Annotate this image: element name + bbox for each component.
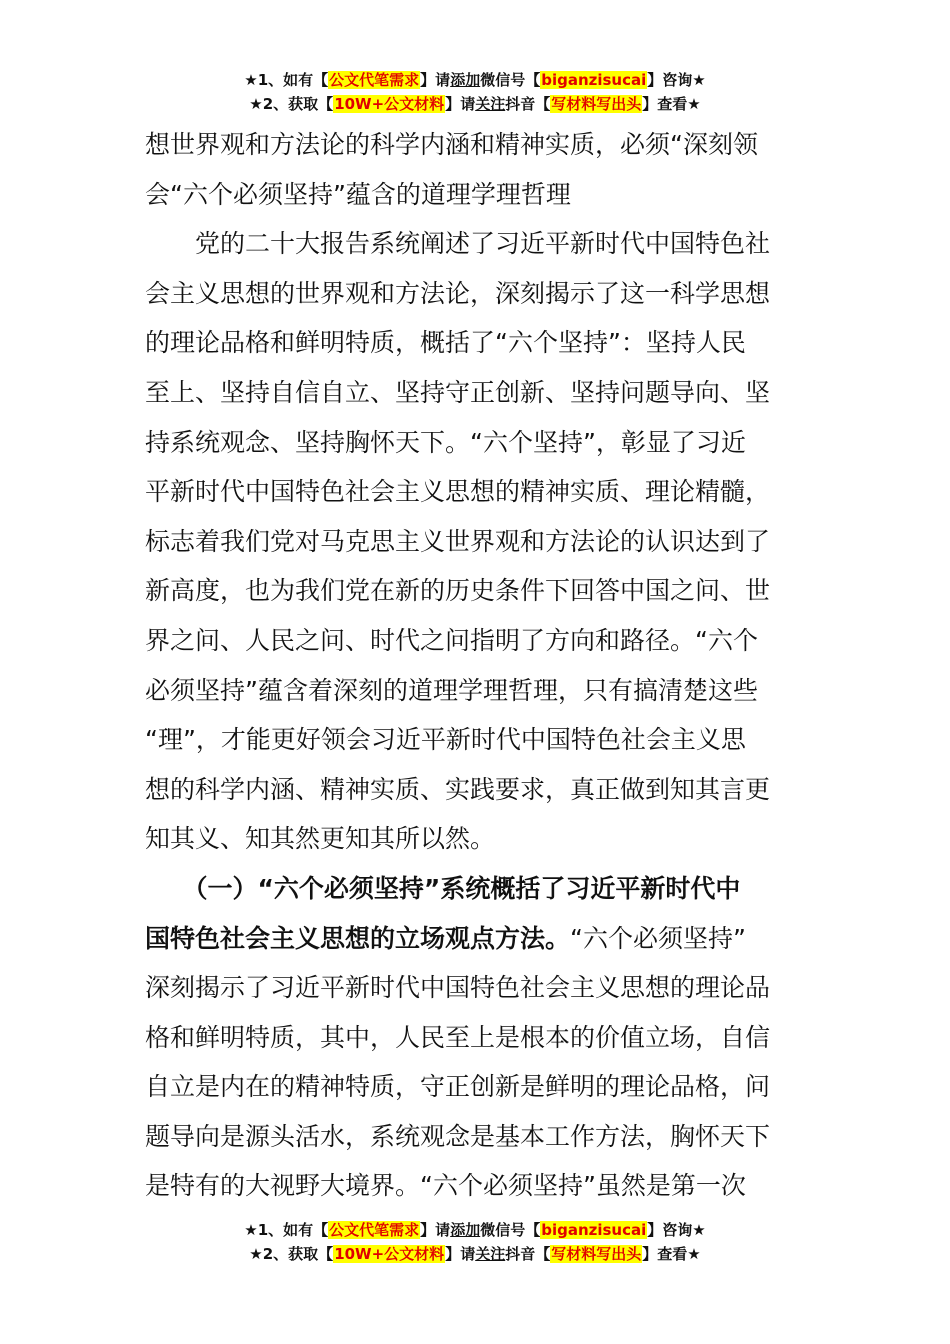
body-text-run: “六个必须坚持” <box>570 923 746 953</box>
banner-text: ★1、如有【 <box>244 1221 329 1239</box>
body-line: 想的科学内涵、精神实质、实践要求，真正做到知其言更 <box>145 774 771 804</box>
body-line: 是特有的大视野大境界。“六个必须坚持”虽然是第一次 <box>145 1171 746 1201</box>
underlined-text: 添加 <box>450 1221 481 1239</box>
banner-line-2 <box>0 92 950 116</box>
banner-text: 微信号【 <box>480 71 541 89</box>
banner-text: ★1、如有【 <box>244 71 329 89</box>
banner-text: 】请 <box>445 95 476 113</box>
body-line: 知其义、知其然更知其所以然。 <box>145 824 496 854</box>
body-line: 至上、坚持自信自立、坚持守正创新、坚持问题导向、坚 <box>145 377 771 407</box>
banner-text: ★2、获取【 <box>249 1245 334 1263</box>
banner-text: 】查看★ <box>642 95 701 113</box>
banner-line-1 <box>0 68 950 92</box>
banner-text: ★2、获取【 <box>249 95 334 113</box>
body-line: 题导向是源头活水，系统观念是基本工作方法，胸怀天下 <box>145 1121 771 1151</box>
highlight-text: 10W+公文材料 <box>334 95 445 113</box>
header-banner <box>0 68 950 116</box>
banner-text: 】咨询★ <box>647 71 706 89</box>
document-body <box>145 120 805 1211</box>
body-line: 想世界观和方法论的科学内涵和精神实质，必须“深刻领 <box>145 130 758 159</box>
highlight-text: 公文代笔需求 <box>329 1221 420 1239</box>
highlight-text: biganzisucai <box>541 1221 647 1239</box>
body-line <box>145 914 805 964</box>
footer-banner <box>0 1218 950 1266</box>
underlined-text: 关注 <box>475 1245 506 1263</box>
banner-text: 】咨询★ <box>647 1221 706 1239</box>
banner-text: 微信号【 <box>480 1221 541 1239</box>
banner-text: 抖音【 <box>505 1245 551 1263</box>
section-heading-cont: 国特色社会主义思想的立场观点方法。 <box>145 923 571 953</box>
highlight-text: 10W+公文材料 <box>334 1245 445 1263</box>
highlight-text: 写材料写出头 <box>551 95 642 113</box>
banner-text: 】查看★ <box>642 1245 701 1263</box>
banner-text: 】请 <box>420 71 451 89</box>
body-line: 必须坚持”蕴含着深刻的道理学理哲理，只有搞清楚这些 <box>145 675 758 705</box>
underlined-text: 关注 <box>475 95 506 113</box>
body-line: 界之问、人民之问、时代之问指明了方向和路径。“六个 <box>145 625 758 655</box>
body-line: 深刻揭示了习近平新时代中国特色社会主义思想的理论品 <box>145 973 771 1003</box>
banner-text: 抖音【 <box>505 95 551 113</box>
body-line: 标志着我们党对马克思主义世界观和方法论的认识达到了 <box>145 526 771 556</box>
body-line: “理”，才能更好领会习近平新时代中国特色社会主义思 <box>145 725 746 755</box>
banner-line-2 <box>0 1242 950 1266</box>
body-line: 会“六个必须坚持”蕴含的道理学理哲理 <box>145 179 571 209</box>
underlined-text: 添加 <box>450 71 481 89</box>
body-line: 持系统观念、坚持胸怀天下。“六个坚持”，彰显了习近 <box>145 427 746 457</box>
banner-line-1 <box>0 1218 950 1242</box>
body-line: 的理论品格和鲜明特质，概括了“六个坚持”：坚持人民 <box>145 328 746 358</box>
body-line: 自立是内在的精神特质，守正创新是鲜明的理论品格，问 <box>145 1072 771 1102</box>
highlight-text: biganzisucai <box>541 71 647 89</box>
highlight-text: 写材料写出头 <box>551 1245 642 1263</box>
body-line: 会主义思想的世界观和方法论，深刻揭示了这一科学思想 <box>145 278 771 308</box>
body-line: 平新时代中国特色社会主义思想的精神实质、理论精髓， <box>145 477 771 507</box>
body-line: 格和鲜明特质，其中，人民至上是根本的价值立场，自信 <box>145 1022 771 1052</box>
body-line: 新高度，也为我们党在新的历史条件下回答中国之问、世 <box>145 576 771 606</box>
section-heading: （一）“六个必须坚持”系统概括了习近平新时代中 <box>145 873 741 903</box>
body-line: 党的二十大报告系统阐述了习近平新时代中国特色社 <box>145 229 771 259</box>
highlight-text: 公文代笔需求 <box>329 71 420 89</box>
banner-text: 】请 <box>420 1221 451 1239</box>
banner-text: 】请 <box>445 1245 476 1263</box>
